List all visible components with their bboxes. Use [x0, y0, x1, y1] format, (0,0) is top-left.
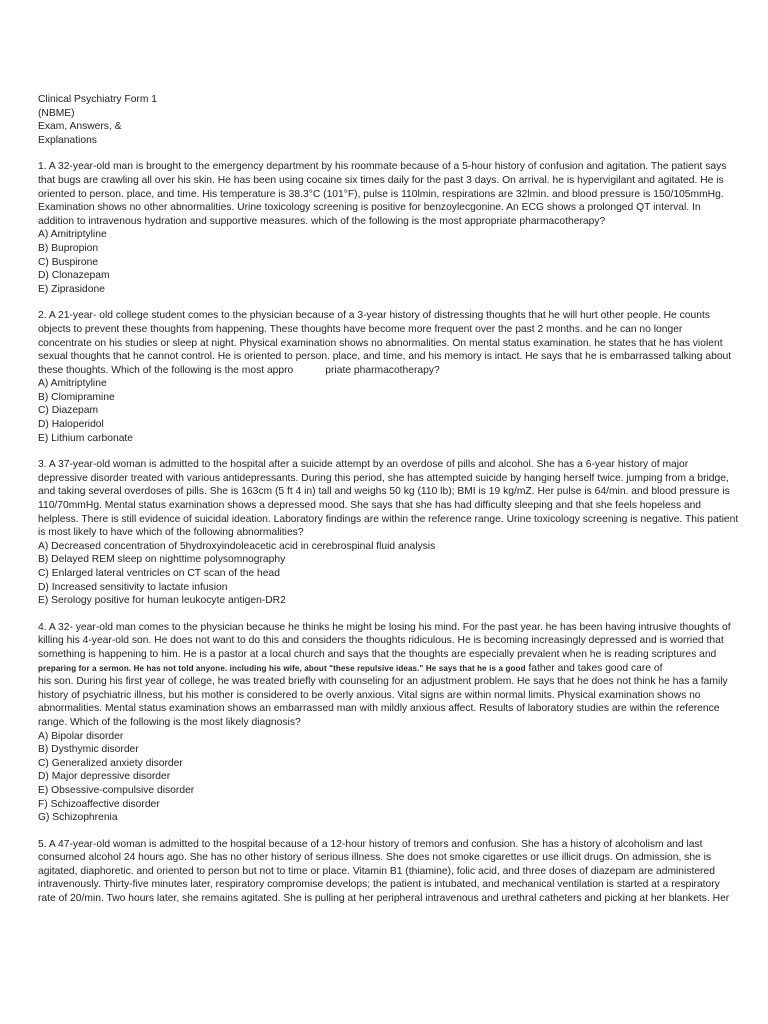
answer-option: G) Schizophrenia: [38, 812, 118, 824]
answer-option: A) Bipolar disorder: [38, 730, 124, 742]
document-title: Clinical Psychiatry Form 1: [38, 94, 158, 105]
question-stem-line: 1. A 32-year-old man is brought to the emergency department by his roommate because of a 5-hour history of confusion and agitation. The patient says: [38, 161, 727, 173]
question-stem-line: concentrate on his studies or sleep at night. Physical examination shows no abnormalities. On mental status examination. he states that he has violent: [38, 337, 723, 349]
question-stem-line: agitated, diaphoretic. and oriented to person but not to time or place. Vitamin B1 (thiamine), folic acid, and three doses of diazepam are administered: [38, 865, 715, 877]
document-header: [38, 93, 738, 147]
question-stem-line: Examination shows no other abnormalities. Urine toxicology screening is positive for benzoylecgonine. An ECG shows a prolonged QT interval. In: [38, 202, 701, 214]
answer-option: D) Clonazepam: [38, 270, 110, 282]
answer-option: A) Decreased concentration of 5hydroxyindoleacetic acid in cerebrospinal fluid analysis: [38, 540, 436, 552]
answer-option: B) Dysthymic disorder: [38, 744, 139, 756]
answer-options: [38, 730, 738, 825]
question-stem-line: helpless. There is still evidence of suicidal ideation. Laboratory findings are within the reference range. Urine toxicology screening is negative. This patient: [38, 513, 739, 525]
question-stem-fragment: priate pharmacotherapy?: [325, 364, 440, 376]
document-subtitle-line4: Explanations: [38, 134, 97, 146]
question-stem-line: 110/70mmHg. Mental status examination shows a depressed mood. She says that she has had difficulty sleeping and that she feels hopeless and: [38, 500, 702, 512]
question-stem-fragment: these thoughts. Which of the following is the most appro: [38, 364, 294, 376]
question-stem-line: [38, 364, 738, 378]
question-stem-fragment: father and takes good care of: [525, 662, 663, 674]
answer-option: C) Generalized anxiety disorder: [38, 757, 183, 769]
answer-option: B) Bupropion: [38, 242, 99, 254]
question-stem-line: intravenously. Thirty-five minutes later, respiratory compromise develops; the patient is intubated, and mechanical ventilation is started at a respiratory: [38, 879, 720, 891]
answer-option: D) Increased sensitivity to lactate infusion: [38, 581, 228, 593]
question-stem-line: [38, 662, 738, 676]
question-stem-line: something is happening to him. He is a pastor at a local church and says that the thoughts are especially prevalent when he is reading scriptures and: [38, 648, 717, 660]
answer-option: A) Amitriptyline: [38, 229, 107, 241]
answer-option: E) Lithium carbonate: [38, 432, 134, 444]
question-stem-line: rate of 20/min. Two hours later, she remains agitated. She is pulling at her peripheral intravenous and urethral catheters and picking at her blankets. Her: [38, 893, 730, 905]
question-1: [38, 160, 738, 296]
answer-option: B) Delayed REM sleep on nighttime polysomnography: [38, 554, 286, 566]
question-5: [38, 838, 738, 906]
question-stem-line: sexual thoughts that he cannot control. He is oriented to person. place, and time, and his memory is intact. He says that he is embarrassed talking about: [38, 351, 732, 363]
document-subtitle-line3: Exam, Answers, &: [38, 121, 122, 133]
question-stem-line: abnormalities. Mental status examination shows an embarrassed man with mildly anxious affect. Results of laboratory studies are within the reference: [38, 703, 720, 715]
question-stem-line: oriented to person. place, and time. His temperature is 38.3°C (101°F), pulse is 110lmin, respirations are 32lmin. and blood pressure is 150/105mmHg.: [38, 188, 724, 200]
answer-options: [38, 540, 738, 608]
question-stem-line: that bugs are crawling all over his skin. He has been using cocaine six times daily for the past 3 days. On arrival. he is hypervigilant and agitated. He is: [38, 174, 724, 186]
question-stem-line: objects to prevent these thoughts from happening. These thoughts have become more frequent over the past 2 months. and he can no longer: [38, 323, 683, 335]
question-stem-line: and taking several overdoses of pills. She is 163cm (5 ft 4 in) tall and weighs 50 kg (110 lb); BMI is 19 kg/mZ. Her pulse is 64/min. and blood pressure is: [38, 486, 730, 498]
question-2: [38, 309, 738, 445]
answer-option: C) Buspirone: [38, 256, 99, 268]
answer-option: A) Amitriptyline: [38, 378, 107, 390]
question-stem-line: range. Which of the following is the most likely diagnosis?: [38, 716, 301, 728]
question-stem-line: consumed alcohol 24 hours ago. She has no other history of serious illness. She does not smoke cigarettes or use illicit drugs. On admission, she is: [38, 852, 712, 864]
question-stem-line: 5. A 47-year-old woman is admitted to the hospital because of a 12-hour history of tremors and confusion. She has a history of alcoholism and last: [38, 838, 703, 850]
answer-options: [38, 377, 738, 445]
question-stem-line: addition to intravenous hydration and supportive measures. which of the following is the most appropriate pharmacotherapy?: [38, 215, 606, 227]
question-stem-line: 2. A 21-year- old college student comes to the physician because of a 3-year history of distressing thoughts that he will hurt other people. He counts: [38, 310, 710, 322]
answer-option: E) Ziprasidone: [38, 283, 105, 295]
question-4: [38, 621, 738, 825]
document-page: [38, 93, 738, 919]
answer-option: B) Clomipramine: [38, 391, 115, 403]
answer-option: C) Enlarged lateral ventricles on CT scan of the head: [38, 568, 280, 579]
question-stem-line: is most likely to have which of the following abnormalities?: [38, 527, 304, 539]
answer-option: F) Schizoaffective disorder: [38, 798, 160, 810]
answer-options: [38, 228, 738, 296]
answer-option: D) Major depressive disorder: [38, 771, 171, 783]
document-subtitle: (NBME): [38, 107, 75, 119]
question-stem-line: 4. A 32- year-old man comes to the physician because he thinks he might be losing his mind. For the past year. he has been having intrusive thoughts of: [38, 621, 731, 633]
question-stem-line: depressive disorder treated with various antidepressants. During this period, she has attempted suicide by hanging herself twice. jumping from a bridge,: [38, 472, 729, 484]
answer-option: D) Haloperidol: [38, 419, 104, 431]
answer-option: E) Obsessive-compulsive disorder: [38, 784, 195, 796]
question-stem-line: 3. A 37-year-old woman is admitted to the hospital after a suicide attempt by an overdose of pills and alcohol. She has a 6-year history of major: [38, 459, 689, 471]
answer-option: C) Diazepam: [38, 405, 99, 417]
question-stem-line: his son. During his first year of college, he was treated briefly with counseling for an adjustment problem. He says that he does not think he has a family: [38, 676, 728, 688]
answer-option: E) Serology positive for human leukocyte antigen-DR2: [38, 595, 286, 607]
question-3: [38, 458, 738, 608]
question-stem-line: history of psychiatric illness, but his mother is considered to be overly anxious. Vital signs are within normal limits. Physical examination shows no: [38, 689, 701, 701]
question-stem-line: killing his 4-year-old son. He does not want to do this and considers the thoughts ridiculous. He is becoming increasingly depressed and is worried that: [38, 635, 724, 647]
question-stem-bold-fragment: preparing for a sermon. He has not told anyone. including his wife, about "these repulsive ideas." He says that he is a good: [38, 663, 526, 673]
